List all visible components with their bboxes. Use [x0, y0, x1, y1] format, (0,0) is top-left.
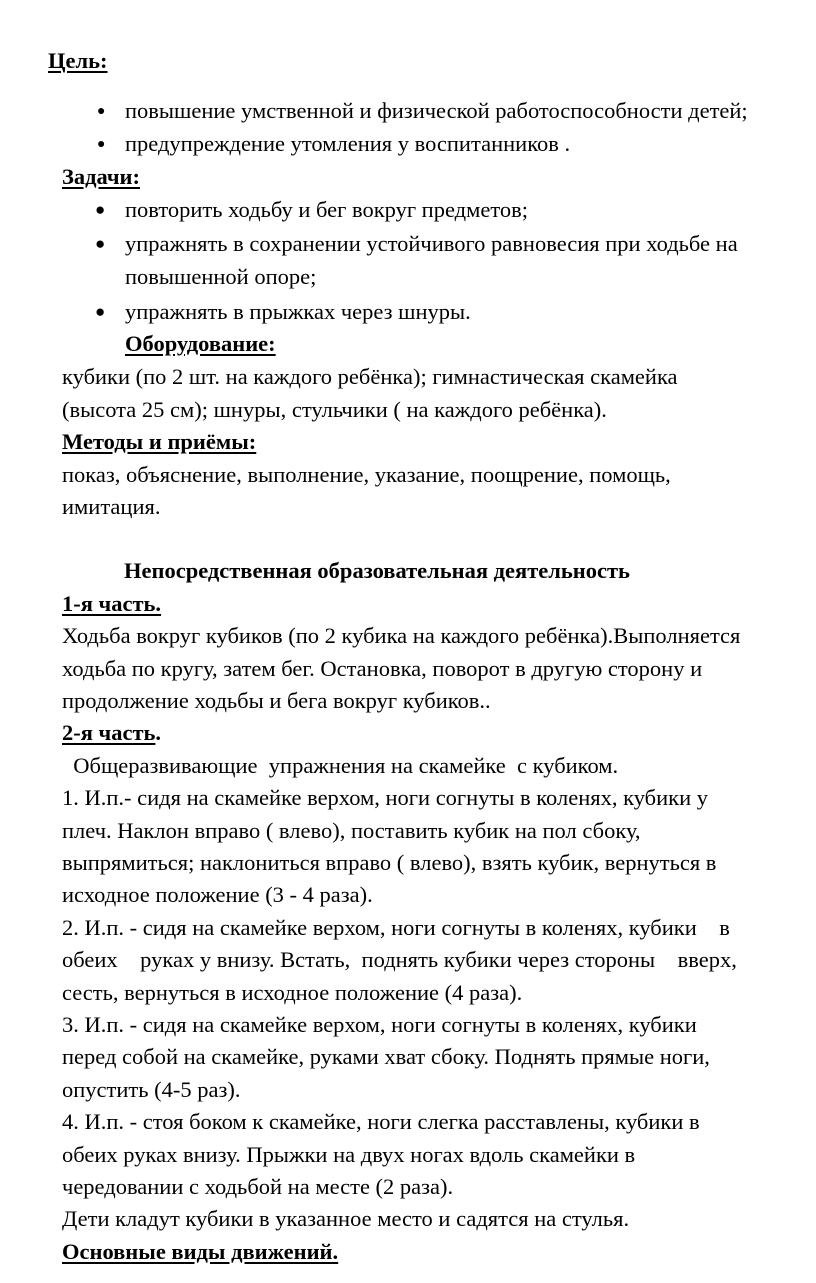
equipment-line: (высота 25 см); шнуры, стульчики ( на каждого ребёнка).	[62, 397, 607, 422]
equipment-line: кубики (по 2 шт. на каждого ребёнка); гимнастическая скамейка	[62, 364, 678, 389]
methods-heading: Методы и приёмы:	[62, 429, 257, 454]
tasks-heading: Задачи:	[62, 164, 141, 189]
task-item: повторить ходьбу и бег вокруг предметов;	[125, 197, 529, 222]
part2-line: исходное положение (3 - 4 раза).	[62, 882, 373, 907]
part2-line: перед собой на скамейке, руками хват сбоку. Поднять прямые ноги,	[62, 1044, 710, 1069]
part2-line: Общеразвивающие упражнения на скамейке с кубиком.	[62, 753, 619, 778]
bullet-icon: ●	[95, 200, 106, 219]
part2-line: 1. И.п.- сидя на скамейке верхом, ноги согнуты в коленях, кубики у	[62, 785, 709, 810]
methods-line: имитация.	[62, 494, 161, 519]
part2-line: Дети кладут кубики в указанное место и садятся на стулья.	[62, 1206, 630, 1231]
part2-line: 2. И.п. - сидя на скамейке верхом, ноги согнуты в коленях, кубики в	[62, 915, 730, 940]
part2-heading-row	[62, 716, 161, 749]
goal-heading: Цель:	[48, 48, 108, 73]
part2-line: опустить (4-5 раз).	[62, 1077, 241, 1102]
part1-line: ходьба по кругу, затем бег. Остановка, поворот в другую сторону и	[62, 656, 703, 681]
part2-heading-suffix: .	[155, 720, 162, 745]
part2-line: 4. И.п. - стоя боком к скамейке, ноги слегка расставлены, кубики в	[62, 1109, 700, 1134]
goal-item: повышение умственной и физической работоспособности детей;	[125, 98, 748, 123]
part2-line: обеих руках внизу. Прыжки на двух ногах вдоль скамейки в	[62, 1142, 636, 1167]
part2-line: чередовании с ходьбой на месте (2 раза).	[62, 1174, 454, 1199]
bullet-icon: ●	[97, 104, 106, 119]
bullet-icon: ●	[97, 137, 106, 152]
task-item-continuation: повышенной опоре;	[125, 264, 317, 289]
part2-line: 3. И.п. - сидя на скамейке верхом, ноги согнуты в коленях, кубики	[62, 1012, 697, 1037]
part2-heading: 2-я часть	[62, 720, 156, 745]
part2-line: обеих руках у внизу. Встать, поднять кубики через стороны вверх,	[62, 947, 737, 972]
part1-heading: 1-я часть.	[62, 591, 162, 616]
goal-item: предупреждение утомления у воспитанников .	[125, 131, 571, 156]
part2-line: сесть, вернуться в исходное положение (4 раза).	[62, 980, 523, 1005]
task-item: упражнять в прыжках через шнуры.	[125, 299, 471, 324]
equipment-heading: Оборудование:	[125, 331, 276, 356]
bullet-icon: ●	[95, 302, 106, 321]
activity-title: Непосредственная образовательная деятельность	[124, 558, 630, 583]
methods-line: показ, объяснение, выполнение, указание, поощрение, помощь,	[62, 462, 671, 487]
part2-line: выпрямиться; наклониться вправо ( влево), взять кубик, вернуться в	[62, 850, 717, 875]
main-movements-heading: Основные виды движений.	[62, 1239, 339, 1264]
bullet-icon: ●	[95, 234, 106, 253]
task-item: упражнять в сохранении устойчивого равновесия при ходьбе на	[125, 231, 738, 256]
part1-line: продолжение ходьбы и бега вокруг кубиков..	[62, 688, 491, 713]
part2-line: плеч. Наклон вправо ( влево), поставить кубик на пол сбоку,	[62, 818, 641, 843]
part1-line: Ходьба вокруг кубиков (по 2 кубика на каждого ребёнка).Выполняется	[62, 623, 741, 648]
